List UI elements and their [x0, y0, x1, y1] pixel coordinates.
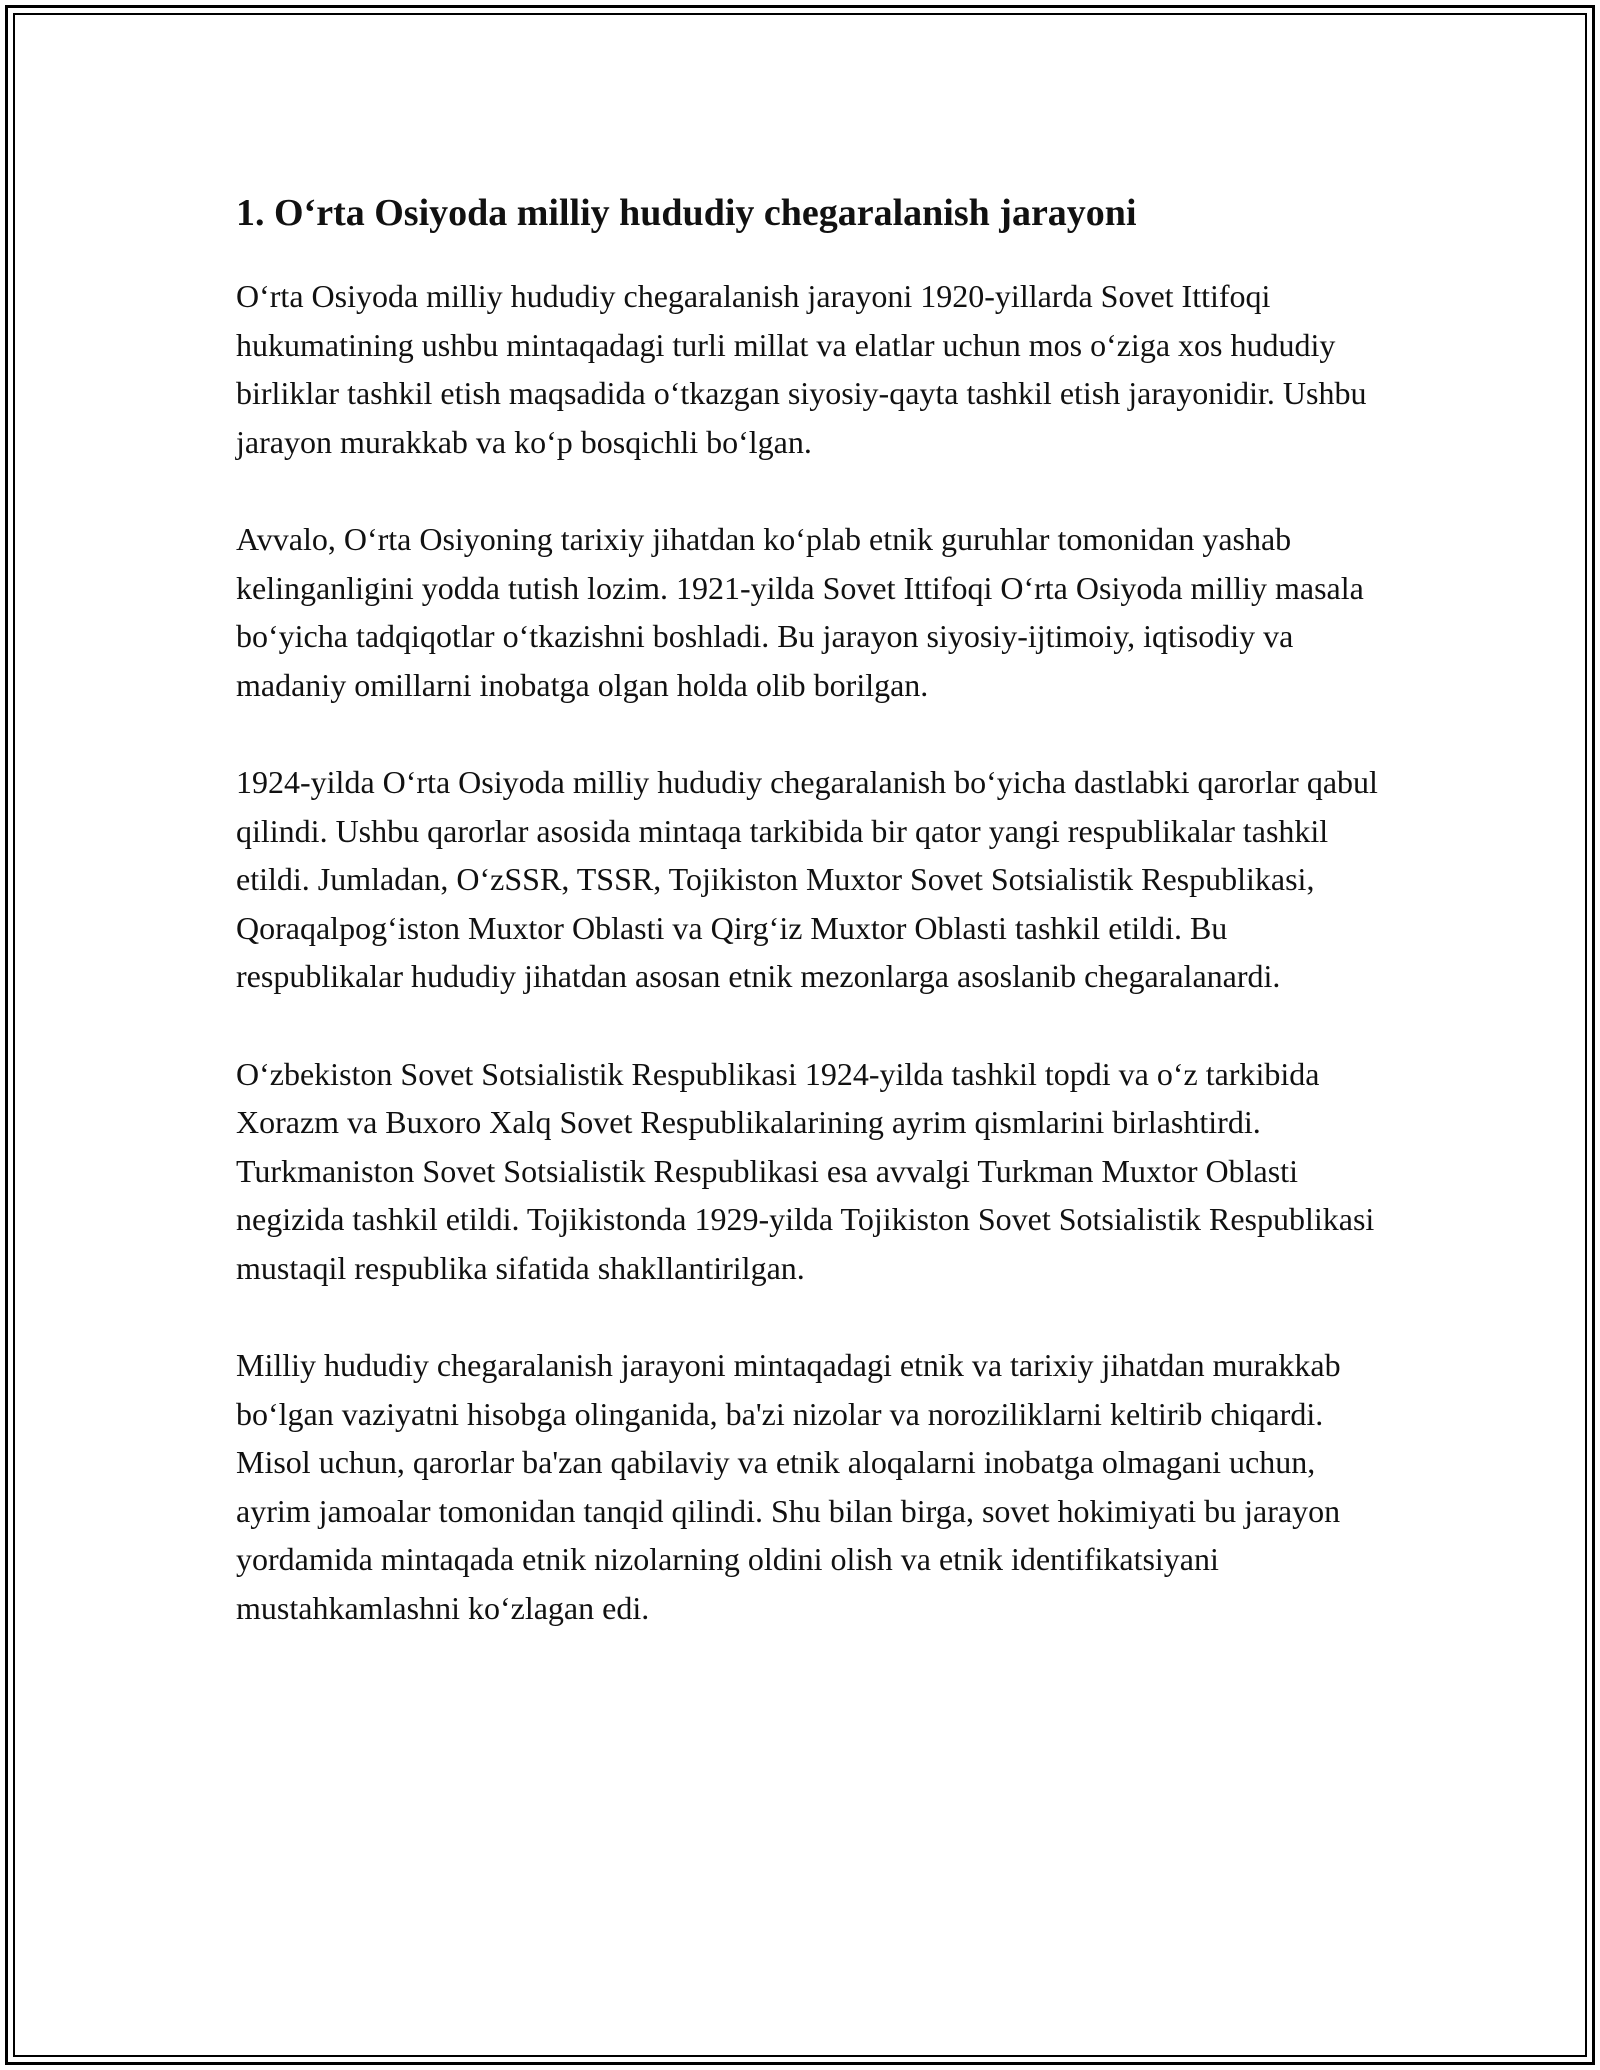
section-heading: 1. O‘rta Osiyoda milliy hududiy chegaralanish jarayoni — [236, 192, 1137, 234]
paragraph-3: 1924-yilda O‘rta Osiyoda milliy hududiy chegaralanish bo‘yicha dastlabki qarorlar qabul qilindi. Ushbu qarorlar asosida mintaqa tarkibida bir qator yangi respublikalar tashkil etildi. Jumladan, O‘zSSR, TSSR, Tojikiston Muxtor Sovet Sotsialistik Respublikasi, Qoraqalpog‘iston Muxtor Oblasti va Qirg‘iz Muxtor Oblasti tashkil etildi. Bu respublikalar hududiy jihatdan asosan etnik mezonlarga asoslanib chegaralanardi. — [236, 764, 1378, 994]
paragraph-2: Avvalo, O‘rta Osiyoning tarixiy jihatdan ko‘plab etnik guruhlar tomonidan yashab kelinganligini yodda tutish lozim. 1921-yilda Sovet Ittifoqi O‘rta Osiyoda milliy masala bo‘yicha tadqiqotlar o‘tkazishni boshladi. Bu jarayon siyosiy-ijtimoiy, iqtisodiy va madaniy omillarni inobatga olgan holda olib borilgan. — [236, 521, 1364, 703]
paragraph-1: O‘rta Osiyoda milliy hududiy chegaralanish jarayoni 1920-yillarda Sovet Ittifoqi hukumatining ushbu mintaqadagi turli millat va elatlar uchun mos o‘ziga xos hududiy birliklar tashkil etish maqsadida o‘tkazgan siyosiy-qayta tashkil etish jarayonidir. Ushbu jarayon murakkab va ko‘p bosqichli bo‘lgan. — [236, 278, 1367, 460]
paragraph-4: O‘zbekiston Sovet Sotsialistik Respublikasi 1924-yilda tashkil topdi va o‘z tarkibida Xorazm va Buxoro Xalq Sovet Respublikalarining ayrim qismlarini birlashtirdi. Turkmaniston Sovet Sotsialistik Respublikasi esa avvalgi Turkman Muxtor Oblasti negizida tashkil etildi. Tojikistonda 1929-yilda Tojikiston Sovet Sotsialistik Respublikasi mustaqil respublika sifatida shakllantirilgan. — [236, 1055, 1375, 1286]
paragraph-5: Milliy hududiy chegaralanish jarayoni mintaqadagi etnik va tarixiy jihatdan murakkab bo‘lgan vaziyatni hisobga olinganida, ba'zi nizolar va noroziliklarni keltirib chiqardi. Misol uchun, qarorlar ba'zan qabilaviy va etnik aloqalarni inobatga olmagani uchun, ayrim jamoalar tomonidan tanqid qilindi. Shu bilan birga, sovet hokimiyati bu jarayon yordamida mintaqada etnik nizolarning oldini olish va etnik identifikatsiyani mustahkamlashni ko‘zlagan edi. — [236, 1347, 1341, 1626]
document-body — [236, 184, 1386, 1632]
